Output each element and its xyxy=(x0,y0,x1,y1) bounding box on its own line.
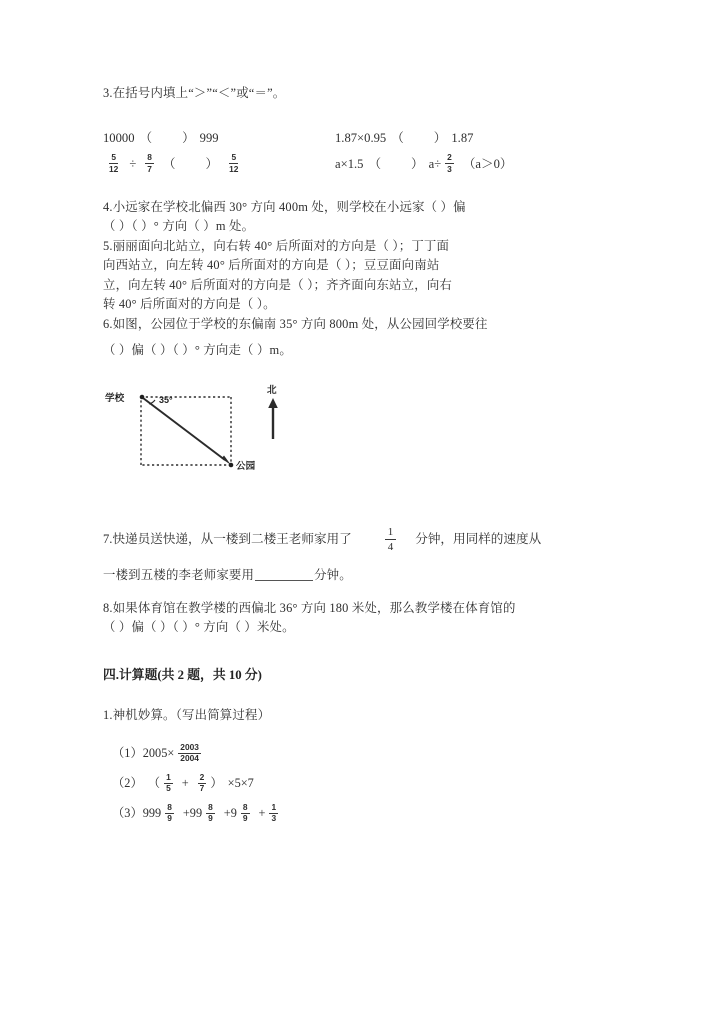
fraction-5-12-b: $\frac{5}{12}$ xyxy=(229,152,239,174)
calc-item-2-plus: + xyxy=(181,776,189,791)
calc-item-2-open-paren: （ xyxy=(147,776,161,791)
question-4-line-1: 4.小远家在学校北偏西 30° 方向 400m 处，则学校在小远家（ ）偏 xyxy=(103,199,466,214)
question-8-line-2: （ ）偏（ ）（ ）° 方向（ ）米处。 xyxy=(103,620,295,635)
question-5-line-2: 向西站立，向左转 40° 后所面对的方向是（ ）；豆豆面向南站 xyxy=(103,258,440,272)
q3-r2-right-condition: （a＞0） xyxy=(462,156,513,171)
diagram-label-park: 公园 xyxy=(236,460,256,472)
spacer xyxy=(103,492,619,513)
fraction-8-7: $\frac{8}{7}$ xyxy=(147,152,152,174)
diagram-school-point xyxy=(140,394,145,399)
diagram-label-north: 北 xyxy=(267,384,277,396)
fraction-2-7: $\frac{2}{7}$ xyxy=(199,771,205,794)
q7-line2-prefix: 一楼到五楼的李老师家要用 xyxy=(103,568,255,583)
q7-line1-suffix: 分钟，用同样的速度从 xyxy=(415,532,542,547)
q7-line2-suffix: 分钟。 xyxy=(314,568,352,583)
section-4-q1-prompt: 1.神机妙算。（写出简算过程） xyxy=(103,707,271,722)
spacer xyxy=(103,685,619,706)
fraction-2-3: $\frac{2}{3}$ xyxy=(447,152,452,174)
spacer xyxy=(103,361,619,382)
question-6-diagram xyxy=(105,382,325,492)
question-3-row-1 xyxy=(103,125,619,151)
calc-item-2 xyxy=(112,768,619,798)
q3-row2-left xyxy=(103,151,335,177)
calc-item-3-t1: 999 xyxy=(142,806,162,821)
q3-r2-operator: ÷ xyxy=(129,156,137,171)
calc-item-1 xyxy=(112,738,619,768)
calc-item-1-label: （1） xyxy=(112,746,143,761)
q3-row1-left xyxy=(103,125,335,151)
question-7-line-1 xyxy=(103,526,619,554)
q7-line1-prefix: 7.快递员送快递，从一楼到二楼王老师家用了 xyxy=(103,532,352,547)
q3-r1-right-a: 1.87×0.95 xyxy=(335,130,387,145)
spacer xyxy=(103,177,619,198)
fraction-2003-2004: $\frac{2003}{2004}$ xyxy=(180,741,199,764)
calc-item-3-t4: + xyxy=(258,806,266,821)
spacer xyxy=(103,104,619,125)
calc-item-1-expr: 2005× xyxy=(142,746,175,761)
calc-item-2-close-paren: ） xyxy=(210,776,223,791)
spacer xyxy=(103,513,619,526)
spacer xyxy=(103,638,619,659)
q3-r2-left-open-paren: （ xyxy=(162,156,176,171)
calc-item-2-suffix: ×5×7 xyxy=(227,776,254,791)
spacer xyxy=(103,586,619,599)
spacer xyxy=(103,553,619,566)
q3-r2-left-close-paren: ） xyxy=(205,156,219,171)
q3-r1-left-b: 999 xyxy=(199,130,219,145)
section-4-heading: 四.计算题(共 2 题，共 10 分) xyxy=(103,667,262,682)
north-arrow-icon xyxy=(268,398,278,439)
q3-r2-right-a: a×1.5 xyxy=(335,156,364,171)
fraction-1-4: $\frac{1}{4}$ xyxy=(385,526,397,554)
question-8-line-1: 8.如果体育馆在教学楼的西偏北 36° 方向 180 米处，那么教学楼在体育馆的 xyxy=(103,600,516,615)
spacer xyxy=(103,334,619,341)
q3-r1-right-b: 1.87 xyxy=(451,130,474,145)
q7-answer-blank[interactable] xyxy=(255,568,313,581)
fraction-5-12: $\frac{5}{12}$ xyxy=(109,152,119,174)
question-3-prompt: 3.在括号内填上“＞”“＜”或“＝”。 xyxy=(103,86,286,100)
calc-item-3-t3: +9 xyxy=(223,806,237,821)
spacer xyxy=(103,725,619,738)
calc-item-2-label: （2） xyxy=(112,776,143,791)
question-6-line-2: （ ）偏（ ）（ ）° 方向走（ ）m。 xyxy=(103,343,292,357)
diagram-angle-label: 35° xyxy=(159,394,173,405)
fraction-8-9-b: $\frac{8}{9}$ xyxy=(208,801,213,824)
question-5-line-1: 5.丽丽面向北站立，向右转 40° 后所面对的方向是（ ）；丁丁面 xyxy=(103,238,450,253)
q3-r1-left-close-paren: ） xyxy=(182,130,195,145)
q3-r2-right-close-paren: ） xyxy=(411,156,424,171)
spacer xyxy=(103,659,619,666)
fraction-1-5: $\frac{1}{5}$ xyxy=(166,771,171,794)
question-7-line-2 xyxy=(103,566,619,586)
question-5-line-3: 立，向左转 40° 后所面对的方向是（ ）；齐齐面向东站立，向右 xyxy=(103,277,452,292)
question-5-line-4: 转 40° 后所面对的方向是（ ）。 xyxy=(103,297,276,311)
q3-row2-right xyxy=(335,151,512,177)
question-4-line-2: （ ）（ ）° 方向（ ）m 处。 xyxy=(103,219,255,233)
fraction-1-3: $\frac{1}{3}$ xyxy=(271,801,277,824)
question-6-line-1: 6.如图，公园位于学校的东偏南 35° 方向 800m 处，从公园回学校要往 xyxy=(103,316,488,331)
fraction-8-9-c: $\frac{8}{9}$ xyxy=(242,801,248,824)
diagram-diagonal-arrow xyxy=(143,398,231,465)
q3-r1-left-open-paren: （ xyxy=(139,130,153,145)
diagram-park-point xyxy=(229,462,234,467)
diagram-label-school: 学校 xyxy=(105,392,125,404)
calc-item-3-t2: +99 xyxy=(182,806,203,821)
q3-r1-left-a: 10000 xyxy=(103,130,135,145)
q3-r1-right-close-paren: ） xyxy=(433,130,447,145)
q3-row1-right xyxy=(335,125,473,151)
worksheet-content xyxy=(103,84,619,828)
calc-item-3 xyxy=(112,798,619,828)
question-3-row-2 xyxy=(103,151,619,177)
fraction-8-9-a: $\frac{8}{9}$ xyxy=(167,801,172,824)
q3-r1-right-open-paren: （ xyxy=(391,130,404,145)
calc-item-3-label: （3） xyxy=(112,806,143,821)
q3-r2-right-b-prefix: a÷ xyxy=(428,156,442,171)
q3-r2-right-open-paren: （ xyxy=(368,156,382,171)
